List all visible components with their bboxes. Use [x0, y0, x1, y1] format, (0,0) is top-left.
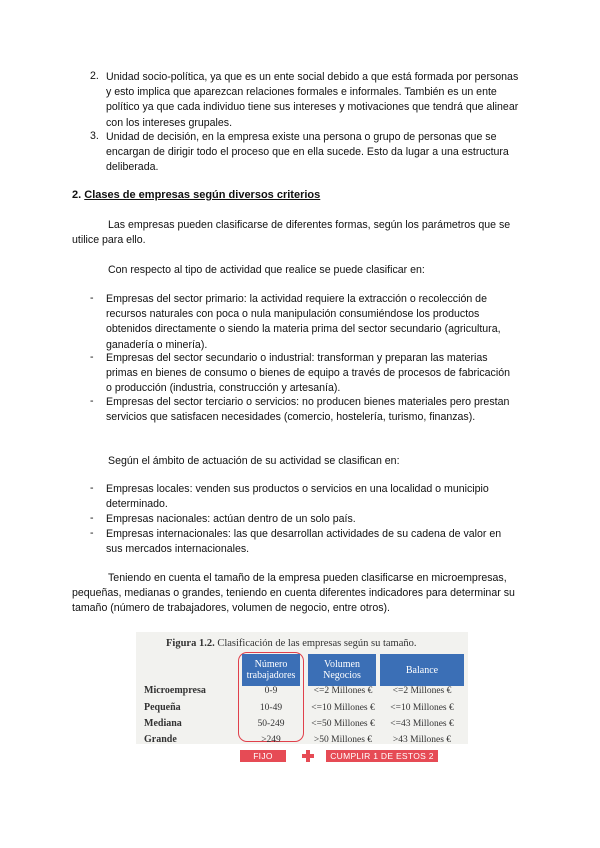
cell-balance: <=43 Millones €: [390, 719, 454, 729]
row-label-micro: Microempresa: [144, 685, 206, 696]
figure-caption: [166, 638, 417, 649]
figure-label: Figura 1.2.: [166, 638, 215, 649]
list-item-text: Empresas del sector primario: la actividad requiere la extracción o recolección de recursos naturales con poca o nula manipulación consumiéndose los productos obtenidos directamente o siendo la materia prima del sector secundario (agricultura, ganadería o minería).: [106, 293, 501, 351]
cell-workers: 50-249: [257, 719, 285, 729]
bullet-dash: -: [90, 351, 94, 363]
cell-volume: <=10 Millones €: [311, 703, 375, 713]
bullet-dash: -: [90, 292, 94, 304]
figure-size-classification: [136, 632, 468, 744]
tag-fixed: FIJO: [240, 750, 286, 762]
bullet-dash: -: [90, 395, 94, 407]
paragraph-size: Teniendo en cuenta el tamaño de la empresa pueden clasificarse en microempresas, pequeñas, medianas o grandes, teniendo en cuenta diferentes indicadores para determinar su tamaño (número de trabajadores, volumen de negocio, entre otros).: [72, 572, 515, 615]
item-text: Unidad socio-política, ya que es un ente social debido a que está formada por personas y esto implica que aparezcan relaciones formales e informales. También es un ente político ya que cada individuo tiene sus intereses y motivaciones que tendrá que alinear con los intereses grupales.: [106, 71, 519, 129]
list-item-text: Empresas del sector terciario o servicios: no producen bienes materiales pero prestan servicios que satisfacen necesidades (comercio, hostelería, turismo, finanzas).: [106, 396, 510, 424]
cell-balance: <=2 Millones €: [392, 686, 452, 696]
cell-volume: <=2 Millones €: [313, 686, 373, 696]
list-item-text: Empresas nacionales: actúan dentro de un solo país.: [106, 513, 356, 525]
tag-meet-one-of-two: CUMPLIR 1 DE ESTOS 2: [326, 750, 438, 762]
header-volume: Volumen Negocios: [308, 654, 376, 686]
item-text: Unidad de decisión, en la empresa existe una persona o grupo de personas que se encargan de dirigir todo el proceso que en ella sucede. Esto da lugar a una estructura deliberada.: [106, 131, 509, 174]
list-item-text: Empresas del sector secundario o industrial: transforman y preparan las materias primas en bienes de consumo o bienes de equipo a través de procesos de fabricación o producción (industria, construcción y artesanía).: [106, 352, 510, 395]
bullet-dash: -: [90, 512, 94, 524]
section-title: Clases de empresas según diversos criterios: [84, 189, 321, 201]
cell-workers: >249: [261, 735, 281, 745]
bullet-dash: -: [90, 527, 94, 539]
bullet-dash: -: [90, 482, 94, 494]
paragraph-scope: Según el ámbito de actuación de su actividad se clasifican en:: [108, 455, 400, 467]
figure-caption-text: Clasificación de las empresas según su tamaño.: [217, 638, 417, 649]
row-label-small: Pequeña: [144, 702, 181, 713]
cell-balance: >43 Millones €: [392, 735, 452, 745]
paragraph-activity: Con respecto al tipo de actividad que realice se puede clasificar en:: [108, 264, 425, 276]
plus-icon: [302, 750, 314, 762]
cell-volume: <=50 Millones €: [311, 719, 375, 729]
row-label-large: Grande: [144, 734, 177, 745]
cell-workers: 10-49: [259, 703, 283, 713]
header-balance: Balance: [380, 654, 464, 686]
header-workers: Número trabajadores: [242, 654, 300, 686]
cell-volume: >50 Millones €: [313, 735, 373, 745]
item-number: 3.: [90, 130, 99, 142]
section-number: 2.: [72, 189, 82, 201]
section-heading: [72, 189, 320, 201]
list-item-text: Empresas internacionales: las que desarrollan actividades de su cadena de valor en sus mercados internacionales.: [106, 528, 502, 556]
paragraph-intro: Las empresas pueden clasificarse de diferentes formas, según los parámetros que se utilice para ello.: [72, 219, 511, 247]
row-label-medium: Mediana: [144, 718, 182, 729]
list-item-text: Empresas locales: venden sus productos o servicios en una localidad o municipio determinado.: [106, 483, 489, 511]
item-number: 2.: [90, 70, 99, 82]
cell-workers: 0-9: [264, 686, 278, 696]
cell-balance: <=10 Millones €: [390, 703, 454, 713]
